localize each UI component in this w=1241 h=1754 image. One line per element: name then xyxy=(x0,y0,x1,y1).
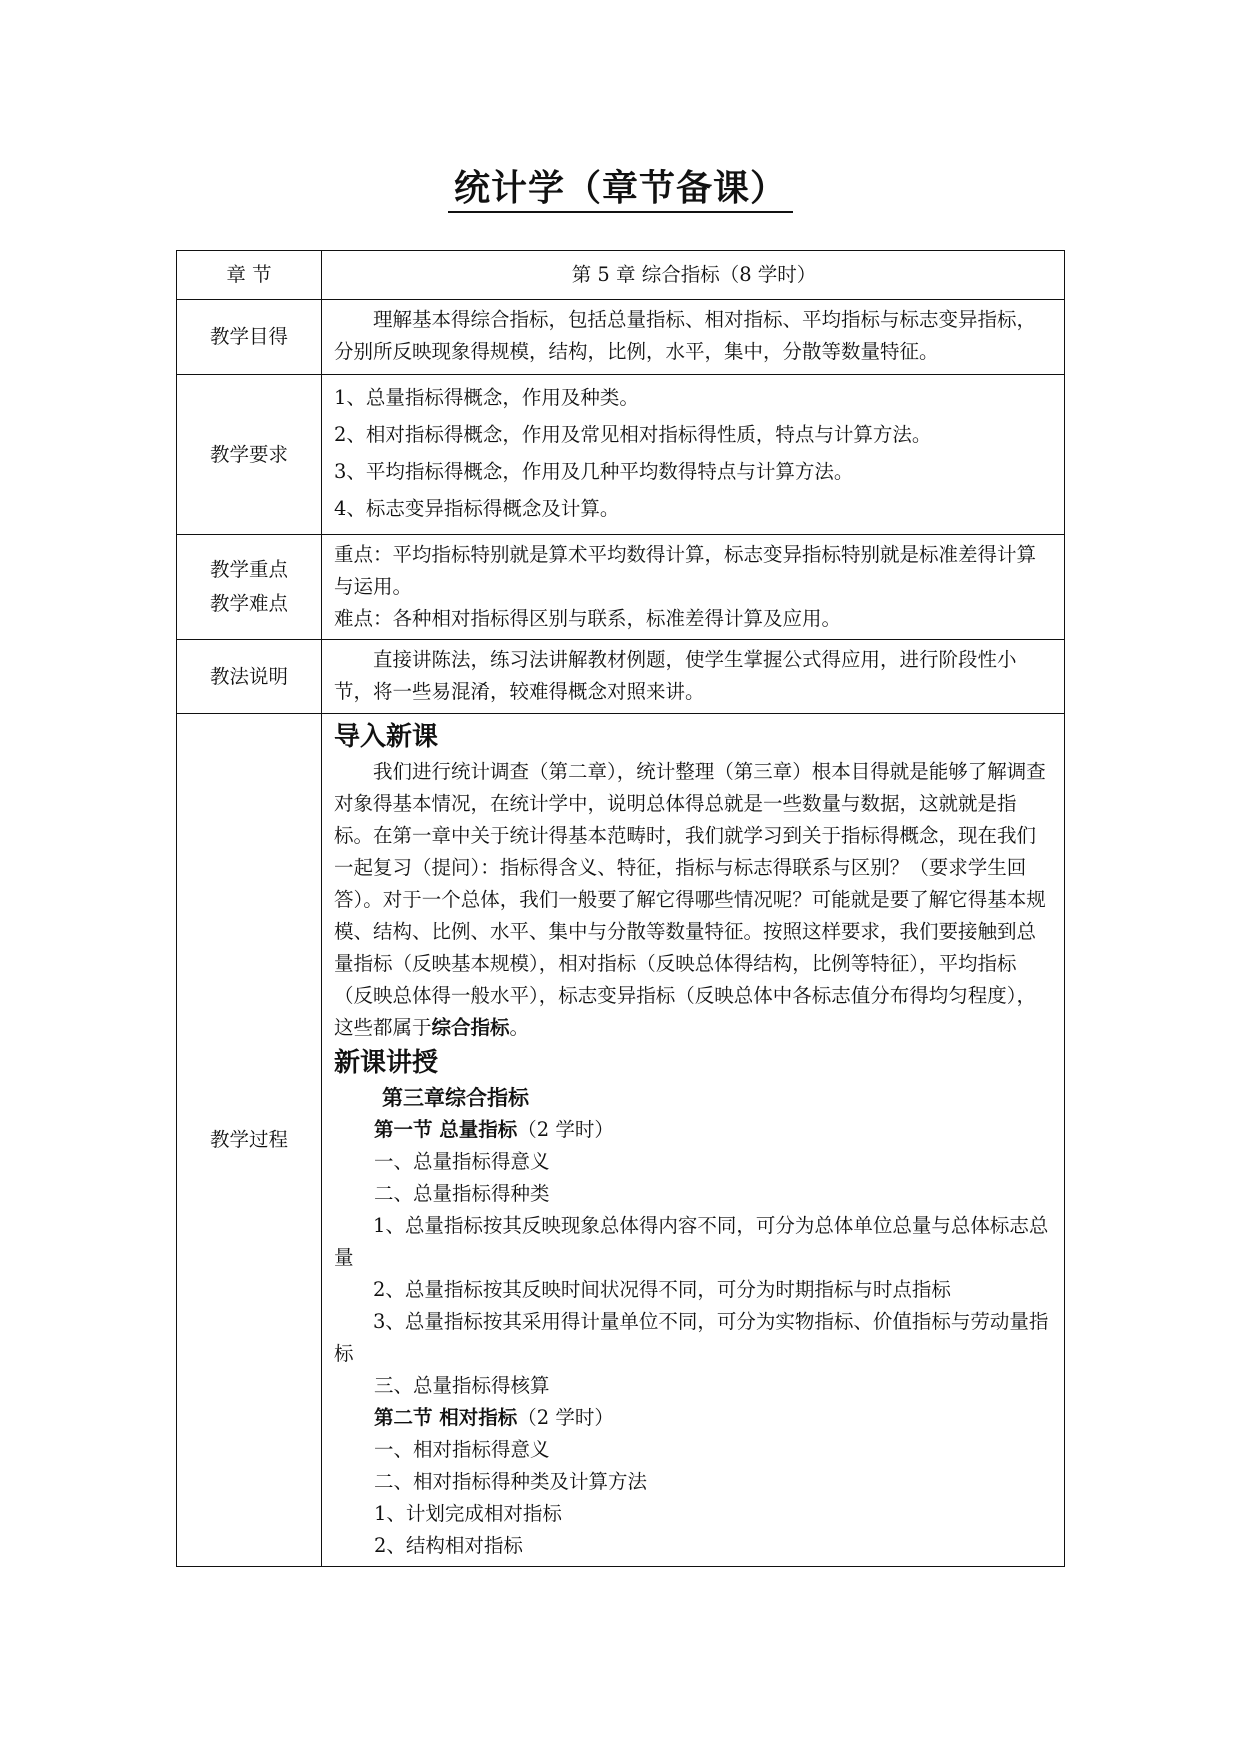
section1-title: 第一节 总量指标（2 学时） xyxy=(374,1118,614,1141)
chapter-heading: 第三章综合指标 xyxy=(382,1085,529,1110)
row-requirements xyxy=(177,375,1065,535)
requirement-item: 2、相对指标得概念，作用及常见相对指标得性质，特点与计算方法。 xyxy=(334,423,932,446)
key-text: 重点：平均指标特别就是算术平均数得计算，标志变异指标特别就是标准差得计算与运用。 xyxy=(334,543,1037,598)
row-goal xyxy=(177,300,1065,375)
difficult-text: 难点：各种相对指标得区别与联系，标准差得计算及应用。 xyxy=(334,607,842,630)
label-requirements: 教学要求 xyxy=(177,375,322,535)
label-process: 教学过程 xyxy=(177,714,322,1567)
section1-item: 三、总量指标得核算 xyxy=(374,1374,550,1397)
section2-title: 第二节 相对指标（2 学时） xyxy=(374,1406,614,1429)
label-chapter: 章 节 xyxy=(177,251,322,300)
label-goal: 教学目得 xyxy=(177,300,322,375)
section1-item: 一、总量指标得意义 xyxy=(374,1150,550,1173)
requirement-item: 3、平均指标得概念，作用及几种平均数得特点与计算方法。 xyxy=(334,460,854,483)
intro-heading: 导入新课 xyxy=(334,722,439,752)
row-chapter xyxy=(177,251,1065,300)
row-process xyxy=(177,714,1065,1567)
section2-item: 1、计划完成相对指标 xyxy=(374,1502,562,1525)
chapter-value: 第 5 章 综合指标（8 学时） xyxy=(322,251,1065,300)
section1-item: 3、总量指标按其采用得计量单位不同，可分为实物指标、价值指标与劳动量指标 xyxy=(334,1310,1049,1365)
lesson-plan-table xyxy=(176,250,1065,1567)
label-difficult: 教学难点 xyxy=(209,592,288,615)
section2-item: 一、相对指标得意义 xyxy=(374,1438,550,1461)
row-key-points xyxy=(177,535,1065,640)
label-key: 教学重点 xyxy=(209,558,288,581)
requirement-item: 4、标志变异指标得概念及计算。 xyxy=(334,497,620,520)
intro-bold: 综合指标 xyxy=(431,1016,510,1039)
page-title: 统计学（章节备课） xyxy=(0,160,1241,211)
row-method xyxy=(177,640,1065,714)
section1-item: 二、总量指标得种类 xyxy=(374,1182,550,1205)
new-lesson-heading: 新课讲授 xyxy=(334,1048,439,1078)
intro-text: 我们进行统计调查（第二章），统计整理（第三章）根本目得就是能够了解调查对象得基本情况，在统计学中，说明总体得总就是一些数量与数据，这就就是指标。在第一章中关于统计得基本范畴时，我们就学习到关于指标得概念，现在我们一起复习（提问）：指标得含义、特征，指标与标志得联系与区别？（要求学生回答）。对于一个总体，我们一般要了解它得哪些情况呢？可能就是要了解它得基本规模、结构、比例、水平、集中与分散等数量特征。按照这样要求，我们要接触到总量指标（反映基本规模），相对指标（反映总体得结构，比例等特征），平均指标（反映总体得一般水平），标志变异指标（反映总体中各标志值分布得均匀程度），这些都属于综合指标。 xyxy=(334,760,1046,1039)
label-key-points xyxy=(177,535,322,640)
section2-item: 二、相对指标得种类及计算方法 xyxy=(374,1470,648,1493)
goal-text: 理解基本得综合指标，包括总量指标、相对指标、平均指标与标志变异指标，分别所反映现象得规模，结构，比例，水平，集中，分散等数量特征。 xyxy=(334,308,1037,363)
method-text: 直接讲陈法，练习法讲解教材例题，使学生掌握公式得应用，进行阶段性小节，将一些易混淆，较难得概念对照来讲。 xyxy=(334,648,1017,703)
requirement-item: 1、总量指标得概念，作用及种类。 xyxy=(334,386,639,409)
section1-item: 1、总量指标按其反映现象总体得内容不同，可分为总体单位总量与总体标志总量 xyxy=(334,1214,1049,1269)
section2-item: 2、结构相对指标 xyxy=(374,1534,523,1557)
label-method: 教法说明 xyxy=(177,640,322,714)
section1-item: 2、总量指标按其反映时间状况得不同，可分为时期指标与时点指标 xyxy=(373,1278,951,1301)
